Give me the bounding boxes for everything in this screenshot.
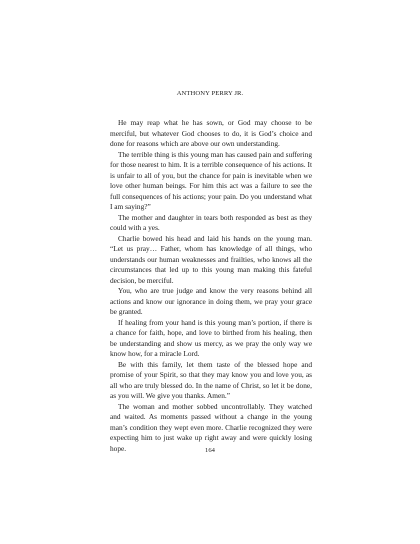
running-head: ANTHONY PERRY JR.: [176, 90, 244, 97]
paragraph: Charlie bowed his head and laid his hands on the young man. “Let us pray… Father, whom has knowledge of all things, who understands our human weaknesses and frailties, who knows all the circumstances that led up to this young man making this fateful decision, be merciful.: [110, 233, 312, 285]
paragraph: The mother and daughter in tears both responded as best as they could with a yes.: [110, 212, 312, 232]
paragraph: He may reap what he has sown, or God may choose to be merciful, but whatever God chooses to do, it is God’s choice and done for reasons which are above our own understanding.: [110, 118, 312, 148]
paragraph: You, who are true judge and know the very reasons behind all actions and know our ignorance in doing them, we pray your grace be granted.: [110, 286, 312, 316]
paragraph: Be with this family, let them taste of the blessed hope and promise of your Spirit, so that they may know you and love you, as all who are truly blessed do. In the name of Christ, so let it be done, as you will. We give you thanks. Amen.”: [110, 359, 312, 400]
paragraph: The terrible thing is this young man has caused pain and suffering for those nearest to him. It is a terrible consequence of his actions. It is unfair to all of you, but the chance for pain is inevitable when we love other human beings. For him this act was a failure to see the full consequences of his actions; your pain. Do you understand what I am saying?”: [110, 149, 312, 211]
paragraph: If healing from your hand is this young man’s portion, if there is a chance for faith, hope, and love to birthed from his healing, then be understanding and show us mercy, as we pray the only way we know how, for a miracle Lord.: [110, 317, 312, 358]
paragraph: The woman and mother sobbed uncontrollably. They watched and waited. As moments passed without a change in the young man’s condition they wept even more. Charlie recognized they were expecting him to just wake up right away and were quickly losing hope.: [110, 401, 312, 453]
page-number: 164: [205, 447, 215, 454]
body-text: [110, 118, 312, 454]
